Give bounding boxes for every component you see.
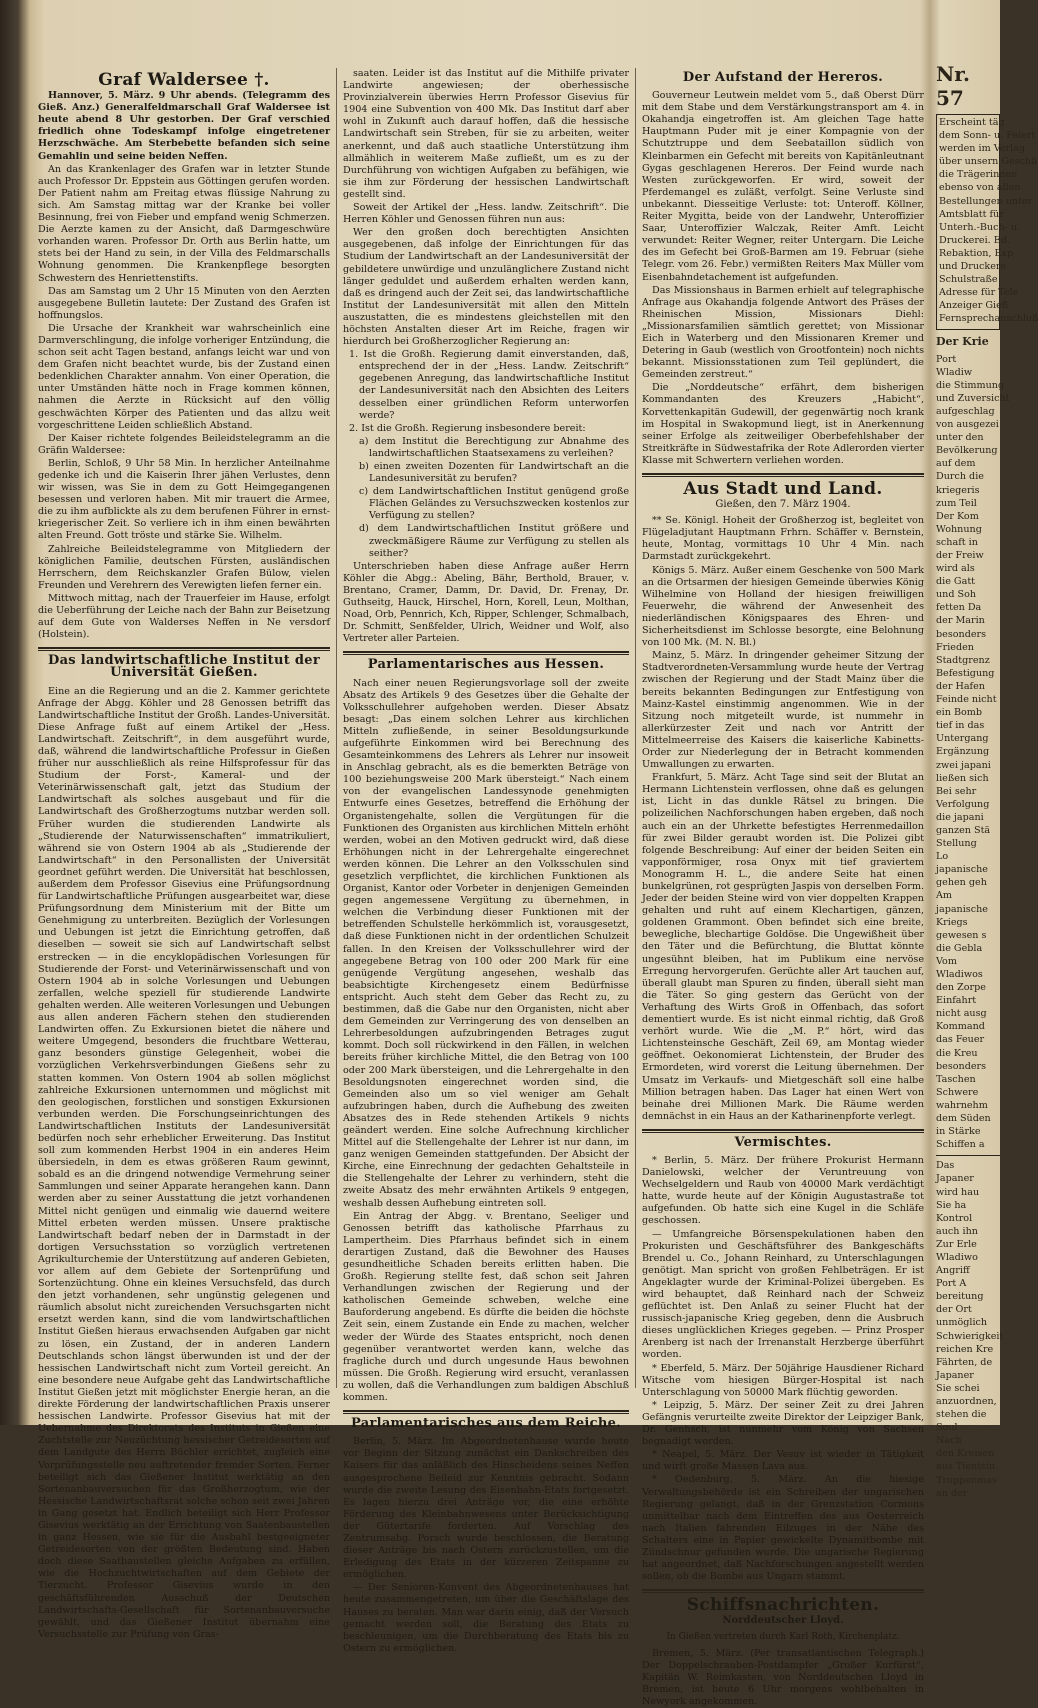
- paragraph: — Umfangreiche Börsenspekulationen haben den Prokuristen und Geschäftsführer des Bankgeschäfts Brendel u. Co., Johann Reinhard, zu Unterschlagungen genötigt. Man spricht von großen Fehlbeträgen. Er ist Angeklagter wurde der Kriminal-Polizei übergeben. Es wird behauptet, daß Reinhard nach der Schweiz geflüchtet ist. Den Anlaß zu seiner Flucht hat der russisch-japanische Krieg gegeben, denn die Ausbruch dieses unglücklichen Krieges gegeben. — Prinz Prosper Arenberg ist nach der Irrenanstalt Herzberge überführt worden.: [642, 1228, 924, 1361]
- strip-line: den Kreisen: [936, 1448, 995, 1460]
- section-divider: [343, 651, 629, 655]
- strip-line: aus Tientsin: [936, 1461, 996, 1473]
- strip-line: Bei sehr: [936, 785, 977, 797]
- strip-line: Wladiwo: [936, 1251, 978, 1263]
- strip-line: Rebaktion, Exp: [939, 247, 1014, 259]
- strip-line: Wohnung: [936, 523, 982, 535]
- strip-line: der Ort: [936, 1304, 972, 1316]
- strip-line: die Stimmung: [936, 379, 1005, 391]
- strip-line: wird hau: [936, 1186, 980, 1198]
- strip-line: und Soh: [936, 589, 977, 601]
- strip-line: Stadtgrenz: [936, 654, 990, 666]
- headline-parlament-hessen: Parlamentarisches aus Hessen.: [367, 657, 605, 673]
- strip-line: und Zuversicht: [936, 392, 1010, 404]
- headline-vermischtes: Vermischtes.: [734, 1134, 832, 1150]
- headline-parlament-reich: Parlamentarisches aus dem Reiche.: [351, 1416, 621, 1432]
- paragraph: Eine an die Regierung und an die 2. Kammer gerichtete Anfrage der Abgg. Köhler und 28 Genossen betrifft das Landwirtschaftliche Institut der Großh. Landes-Universität. Diese Anfrage fußt auf einem Artikel der „Hess. Landwirtschaft. Zeitschrift“, in dem ausgeführt wurde, daß, während die landwirtschaftliche Professur in Gießen früher nur ausschließlich als reine Hilfsprofessur für das Studium der Forst-, Kameral- und der Veterinärwissenschaft galt, jetzt das Studium der Landwirtschaft als solches ausgebaut und für die Landwirtschaft des Großherzogtums nutzbar werden soll. Früher wurden die studierenden Landwirte als „Studierende der Naturwissenschaften“ immatrikuliert, während sie von Ostern 1904 ab als „Studierende der Landwirtschaft“ in den Personallisten der Universität geordnet geführt werden. Die Universität hat beschlossen, außerdem dem Professor Gisevius eine Prüfungsordnung für Landwirtschaftliche Prüfungen ausgearbeitet war, diese Prüfungsordnung dem Ministerium mit der Bitte um Genehmigung zu unterbreiten. Bezüglich der Vorlesungen und Uebungen ist jetzt die Einrichtung getroffen, daß dieselben — soweit sie sich auf Landwirtschaft selbst erstrecken — in die encyklopädischen Vorlesungen für Studierende der Forst- und Veterinärwissenschaft und von Ostern 1904 ab in solche Vorlesungen und Uebungen zerfallen, welche speziell für studierende Landwirte gehalten werden. Alle weiteren Vorlesungen und Uebungen aus allen anderen Fächern stehen den studierenden Landwirten offen. Zu Exkursionen bietet die nähere und weitere Umgegend, besonders die fruchtbare Wetterau, ganz besonders günstige Gelegenheit, wobei die vorzüglichen Verkehrsverbindungen Gießens sehr zu statten kommen. Von Ostern 1904 ab sollen möglichst zahlreiche Exkursionen unternommen und möglichst mit den geologischen, forstlichen und sonstigen Exkursionen verbunden werden. Die Forschungseinrichtungen des Landwirtschaftlichen Instituts der Landesuniversität bedürfen noch sehr erheblicher Erweiterung. Das Institut soll zum kommenden Herbst 1904 in ein anderes Heim übersiedeln, in dem es etwas größeren Raum gewinnt, sobald es an die dringend notwendige Vermehrung seiner Sammlungen und seiner Apparate herangehen kann. Dann werden aber zu seiner Ausstattung die jetzt vorhandenen Mittel nicht genügen und einmalig wie dauernd weitere Mittel erbeten werden müssen. Unsere praktische Landwirtschaft bedarf neben der in Darmstadt in der dortigen Versuchsstation so vorzüglich vertretenen Agrikulturchemie der Unterstützung auf anderen Gebieten, vor allem auf dem Gebiete der Sortenprüfung und Sortenzüchtung. Ohne ein kleines Versuchsfeld, das durch den jetzt vorhandenen, sehr ungünstig gelegenen und räumlich absolut nicht zureichenden Versuchsgarten nicht ersetzt werden kann, sind die vom landwirtschaftlichen Institut Gießen hieraus erwachsenden Aufgaben gar nicht zu lösen, ein Zustand, der in anderen Landern Deutschlands schon längst überwunden ist und der der hessischen Landwirtschaft nicht zum Vorteil gereicht. An eine besondere neue Aufgabe geht das Landwirtschaftliche Institut Gießen jetzt mit möglichster Energie heran, an die direkte Förderung der landwirtschaftlichen Praxis unserer hessischen Landwirte. Professor Gisevius hat mit der Uebernahme des Direktorats des Instituts in Gießen eine Zuchtstelle zur Neuzüchtung hessischer Getreidesorten auf dem Landgute des Herrn Büchler errichtet, zugleich eine Vorprüfungsstelle neu auftretender fremder Sorten. Ferner beteiligt sich das Gießener Institut werktätig an den Sortenanbauversuchen für das Großherzogtum, wie der Hessische Landwirtschaftsrat solche schon seit zwei Jahren in Gang gesetzt hat. Endlich beteiligt sich Herr Professor Gisevius werktätig an der Errichtung von Saatenbaustellen in ganz Hessen, wie sie für die Ausbahl bestgeeigneter Getreidesorten von der größten Bedeutung sind. Haben doch diese Saatbaustellen gleiche Aufgaben zu erfüllen, wie die Hochzuchtwirtschaften auf dem Gebiete der Tierzucht. Professor Gisevius wurde in den geschäftsführenden Ausschuß der Deutschen Landwirtschafts-Gesellschaft für Sortenanbauversuche gewählt, und das Gießener Institut übernahm eine Versuchsstelle zur Prüfung von Gras-: [38, 685, 330, 1640]
- section-divider: [642, 1129, 924, 1133]
- strip-line: auch ihn: [936, 1225, 978, 1237]
- strip-line: Amtsblatt für: [939, 208, 1004, 220]
- strip-line: Schwere: [936, 1086, 979, 1098]
- strip-line: dem Sonn- u. Feiert: [939, 130, 1036, 142]
- strip-line: Truppenmas: [936, 1474, 998, 1486]
- headline-institut: Das landwirtschaftliche Institut der Universität Gießen.: [48, 653, 320, 681]
- strip-line: Durch die: [936, 471, 984, 483]
- issue-number: Nr. 57: [936, 62, 970, 110]
- strip-line: Schwierigkeit: [936, 1330, 1004, 1342]
- strip-line: die japani: [936, 811, 984, 823]
- paragraph: Berlin, Schloß, 9 Uhr 58 Min. In herzlicher Anteilnahme gedenke ich und die Kaiserin Ihrer jähen Verlustes, denn wir wissen, was Sie in dem zu Gott Heimgegangenen besessen und verloren haben. Mit mir trauert die Armee, die zu ihm aufblickte als zu dem berufenen Führer in ernst-kriegerischer Zeit. So verliere ich in ihm einen bewährten alten Freund. Gott tröste und stärke Sie. Wilhelm.: [38, 457, 330, 542]
- strip-line: den Zorpe: [936, 982, 986, 994]
- paragraph: * Eberfeld, 5. März. Der 50jährige Hausdiener Richard Witsche vom hiesigen Bürger-Hospital ist nach Unterschlagung von 50000 Mark flüchtig geworden.: [642, 1362, 924, 1398]
- paragraph: Soweit der Artikel der „Hess. landw. Zeitschrift“. Die Herren Köhler und Genossen führen nun aus:: [343, 202, 629, 226]
- list-item: d) dem Landwirtschaftlichen Institut größere und zweckmäßigere Räume zur Verfügung zu stellen als seither?: [359, 523, 629, 559]
- paragraph: Gouverneur Leutwein meldet vom 5., daß Oberst Dürr mit dem Stabe und dem Verstärkungstransport am 4. in Okahandja eingetroffen ist. Am gleichen Tage hatte Hauptmann Puder mit je einer Kompagnie von der Schutztruppe und dem Seebataillon südlich von Kleinbarmen ein Gefecht mit bereits von Kapitänleutnant Gygas geschlagenen Hereros. Der Feind wurde nach Westen zurückgeworfen. Er wird, soweit der Pferdemangel es zuläßt, verfolgt. Seine Verluste sind unbekannt. Diesseitige Verluste: tot: Unteroff. Köllner, Reiter Mygitta, beide von der Landwehr, Unteroffizier Saar, Unteroffizier Walczak, Reiter Amft. Leicht verwundet: Reiter Wegner, reiter Untergarn. Die Leiche des im Gefecht bei Groß-Barmen am 19. Februar (siehe Telegr. vom 26. Febr.) vermißten Reiters Max Müller vom Eisenbahndetachement ist aufgefunden.: [642, 90, 924, 283]
- strip-line: die Gatt: [936, 576, 976, 588]
- strip-line: Kommand: [936, 1021, 985, 1033]
- strip-line: nicht ausg: [936, 1008, 987, 1020]
- strip-line: gewesen s: [936, 929, 987, 941]
- strip-line: Angriff: [936, 1265, 970, 1277]
- paragraph: ** Se. Königl. Hoheit der Großherzog ist, begleitet von Flügeladjutant Hauptmann Frhrn. Schäffer v. Bernstein, heute, Montag, vormittags 10 Uhr 4 Min. nach Darmstadt zurückgekehrt.: [642, 515, 924, 563]
- strip-line: Schulstraße: [939, 274, 998, 286]
- headline-waldersee: Graf Waldersee †.: [98, 70, 270, 90]
- strip-line: wahrnehm: [936, 1099, 988, 1111]
- paragraph: — Der Senioren-Konvent des Abgeordnetenhauses hat heute zusammengetreten, um über die Geschäftslage des Hauses zu beraten. Man war darin einig, daß der Versuch gemacht werden soll, die Beratung des Etats zu beschleunigen, um die Durchberatung des Etats bis zu Ostern zu ermöglichen.: [343, 1582, 629, 1654]
- paragraph: Die Ursache der Krankheit war wahrscheinlich eine Darmverschlingung, die infolge vorheriger Entzündung, die schon seit acht Tagen bestand, anfangs leicht war und von dem Grafen nicht beachtet wurde, bis der Zustand einen bedenklichen Charakter annahm. Von einer Operation, die unter Umständen hätte noch in Frage kommen können, nahmen die Aerzte in Rücksicht auf den völlig geschwächten Körper des Patienten und das allzu weit vorgeschrittene Leiden schließlich Abstand.: [38, 322, 330, 431]
- list-item: a) dem Institut die Berechtigung zur Abnahme des landwirtschaftlichen Staatsexamens zu verleihen?: [359, 435, 629, 459]
- paragraph: * Berlin, 5. März. Der frühere Prokurist Hermann Danielowski, welcher der Veruntreuung von Wechselgeldern und Raub von 40000 Mark verdächtigt hatte, wurde heute auf der Königin Augustastraße tot aufgefunden. Ob hatte sich eine Kugel in die Schläfe geschossen.: [642, 1154, 924, 1227]
- strip-line: und Druckere: [939, 261, 1007, 273]
- strip-line: Fernsprechanschluß: [939, 313, 1038, 325]
- paragraph: Unterschrieben haben diese Anfrage außer Herrn Köhler die Abgg.: Abeling, Bähr, Berthold, Brauer, v. Brentano, Cramer, Damm, Dr. David, Dr. Frenay, Dr. Guthseitg, Hauck, Hirschel, Horn, Korell, Leun, Molthan, Noad, Orb, Pennrich, Kch, Ripper, Schlenger, Schmalbach, Dr. Schmitt, Senßfelder, Ulrich, Weidner und Wolf, also Vertreter aller Parteien.: [343, 560, 629, 645]
- strip-column-lines: [936, 353, 1010, 1152]
- strip-line: Schiffen a: [936, 1139, 985, 1151]
- strip-line: Befestigung: [936, 667, 995, 679]
- strip-line: Nach: [936, 1435, 962, 1447]
- strip-line: Japaner: [936, 1173, 974, 1185]
- list-item: 2. Ist die Großh. Regierung insbesondere bereit:: [349, 422, 586, 434]
- strip-line: wird als: [936, 563, 975, 575]
- strip-line: an der: [936, 1487, 968, 1499]
- strip-line: kriegeris: [936, 484, 980, 496]
- headline-schiffsnachrichten: Schiffsnachrichten.: [686, 1595, 880, 1616]
- adjacent-page-strip: [936, 62, 1038, 1499]
- strip-line: fetten Da: [936, 602, 982, 614]
- strip-line: Soul: [936, 1422, 958, 1434]
- strip-line: gehen geh: [936, 877, 987, 889]
- section-divider: [642, 473, 924, 477]
- paragraph: Bremen, 5. März. (Per transatlantischen Telegraph.) Der Doppelschrauben-Postdampfer „Großer Kurfürst“, Kapitän W. Reimkasten, von Norddeutschen Lloyd in Bremen, ist heute 6 Uhr morgens wohlbehalten in Newyork angekommen.: [642, 1647, 924, 1707]
- strip-line: Wladiw: [936, 366, 973, 378]
- strip-line: ganzen Stä: [936, 824, 991, 836]
- paragraph: Wer den großen doch berechtigten Ansichten ausgegebenen, daß infolge der Einrichtungen für das Studium der Landwirtschaft an der Landesuniversität der gebildetere unwürdige und unzulänglichere Zustand nicht länger geduldet und außerdem erhalten werden kann, daß es dringend auch der Zeit sei, das landwirtschaftliche Institut der Landesuniversität mit allen den Mitteln auszustatten, die es mindestens gleichstellen mit den höchsten Anstalten dieser Art im Reiche, fragen wir hierdurch bei Großherzoglicher Regierung an:: [343, 227, 629, 348]
- subheading-lloyd: Norddeutscher Lloyd.: [722, 1615, 844, 1627]
- subheading-agent: In Gießen vertreten durch Karl Roth, Kirchenplatz.: [666, 1632, 900, 1643]
- strip-line: werden im Verlag: [939, 143, 1025, 155]
- paragraph: Berlin, 5. März. Im Abgeordnetenhause wurde heute vor Beginn der Sitzung zunächst ein Dankschreiben des Kaisers für das anläßlich des Hinscheidens seines Neffen ausgesprochene Beileid zur Kenntnis gebracht. Sodann wurde die zweite Lesung des Eisenbahn-Etats fortgesetzt. Es lagen hierzu drei Anträge vor, die eine erhöhte Förderung des Kleinbahnwesens unter Berücksichtigung der Gütertarife forderten. Auf Vorschlag des Zentrumsabg. Porsch wurde beschlossen, die Beratung dieser Anträge bis nach Ostern zurückzustellen, um die Erledigung des Etats in der kürzeren Zeitspanne zu ermöglichen.: [343, 1436, 629, 1581]
- paragraph: Ein Antrag der Abgg. v. Brentano, Seeliger und Genossen betrifft das katholische Pfarrhaus zu Lampertheim. Dies Pfarrhaus befindet sich in einem derartigen Zustand, daß die Bewohner des Hauses gesundheitliche Schaden bereits erlitten haben. Die Großh. Regierung stellte fest, daß schon seit Jahren Verhandlungen zwischen der Regierung und der katholischen Gemeinde schweben, welche eine Bauforderung angebend. Es dürfte die beiden die höchste Zeit sein, einem Zustande ein Ende zu machen, welcher weder der Würde des Staates entspricht, noch denen gegenüber verantwortet werden kann, welche das fragliche durch und durch ungesunde Haus bewohnen müssen. Die Großh. Regierung wird ersucht, veranlassen zu wollen, daß die Verhandlungen zum baldigen Abschluß kommen.: [343, 1210, 629, 1404]
- strip-line: besonders: [936, 628, 987, 640]
- masthead-info-box: [936, 114, 1038, 330]
- column-1: [38, 68, 330, 1640]
- paragraph: * Leipzig, 5. März. Der seiner Zeit zu drei Jahren Gefängnis verurteilte zweite Direktor der Leipziger Bank, Dr. Genhsch, ist nunmehr vom König von Sachsen begnadigt worden.: [642, 1399, 924, 1448]
- paragraph: Das am Samstag um 2 Uhr 15 Minuten von den Aerzten ausgegebene Bulletin lautete: Der Zustand des Grafen ist hoffnungslos.: [38, 285, 330, 321]
- strip-line: Japaner: [936, 1369, 974, 1381]
- paragraph: Königs 5. März. Außer einem Geschenke von 500 Mark an die Ortsarmen der hiesigen Gemeinde überwies König Wilhelmine von Holland der hiesigen freiwilligen Feuerwehr, die während der Anwesenheit des niederländischen Königspaares des Ehren- und Sicherheitsdienst im Schlosse besorgte, eine Belohnung von 100 Mk. (M. N. Bl.): [642, 564, 924, 649]
- strip-line: die Trägerinnen: [939, 169, 1018, 181]
- strip-line: Am: [936, 890, 953, 902]
- strip-line: Anzeiger Gieß: [939, 300, 1009, 312]
- list-item: b) einen zweiten Dozenten für Landwirtschaft an die Landesuniversität zu berufen?: [359, 461, 629, 485]
- strip-line: Kriegs: [936, 916, 968, 928]
- paragraph: Mainz, 5. März. In dringender geheimer Sitzung der Stadtverordneten-Versammlung wurde heute der Vertrag zwischen der Regierung und der Stadt Mainz über die bereits bekannten Bedingungen zur Entfestigung von Mainz-Kastel einstimmig angenommen. Wie in der Sitzung noch mitgeteilt wurde, ist nummehr in allerkürzester Zeit und nach vor Antritt der Mittelmeerreise des Kaisers die kaiserliche Kabinetts-Order zur Niederlegung der in Betracht kommenden Umwallungen zu erwarten.: [642, 650, 924, 771]
- strip-line: Fährten, de: [936, 1356, 993, 1368]
- strip-line: Einfahrt: [936, 995, 977, 1007]
- strip-line: stehen die: [936, 1409, 987, 1421]
- strip-line: aufgeschlag: [936, 405, 995, 417]
- strip-line: Bevölkerung: [936, 445, 998, 457]
- strip-line: der Freiw: [936, 550, 984, 561]
- strip-line: Bestellungen unter: [939, 195, 1033, 207]
- paragraph: An das Krankenlager des Grafen war in letzter Stunde auch Professor Dr. Eppstein aus Göttingen gerufen worden. Der Patient nahm am Freitag etwas flüssige Nahrung zu sich. Am Samstag mittag war der Kranke bei voller Besinnung, frei von Fieber und empfand wenig Schmerzen. Die Aerzte kamen zu der Ansicht, daß Darmgeschwüre vorhanden waren. Professor Dr. Orth aus Berlin hatte, um stets bei der Hand zu sein, in der Villa des Feldmarschalls Wohnung genommen. Die Krankenpflege besorgten Schwestern des Henriettenstifts.: [38, 163, 330, 284]
- strip-line: unmöglich: [936, 1317, 988, 1329]
- strip-line: Sie schei: [936, 1382, 980, 1394]
- section-divider: [343, 1410, 629, 1414]
- strip-line: Erscheint täg: [939, 117, 1005, 128]
- strip-line: Sie ha: [936, 1199, 967, 1211]
- strip-line: japanische: [936, 903, 988, 915]
- strip-line: der Hafen: [936, 680, 985, 692]
- strip-line: anzuordnen,: [936, 1396, 997, 1407]
- strip-line: reichen Kre: [936, 1343, 994, 1355]
- list-item: c) dem Landwirtschaftlichen Institut genügend große Flächen Geländes zu Versuchszwecken kostenlos zur Verfügung zu stellen?: [359, 486, 629, 522]
- strip-headline: Der Krie: [936, 334, 989, 348]
- strip-line: japanische: [936, 864, 988, 876]
- strip-line: schaft in: [936, 536, 978, 548]
- strip-line: Stellung: [936, 838, 977, 850]
- paragraph: Das Missionshaus in Barmen erhielt auf telegraphische Anfrage aus Okahandja folgende Antwort des Präses der Rheinischen Mission, Missionars Diehl: „Missionarsfamilien sämtlich gerettet; von Missionar Eich in Waterberg und den Missionaren Kremer und Detering in Gaub (westlich von Grootfontein) noch nichts bekannt. Missionsstationen zum Teil geplündert, die Gemeinden zerstreut.“: [642, 284, 924, 381]
- strip-line: Port A: [936, 1278, 967, 1290]
- strip-line: Port: [936, 353, 957, 365]
- strip-line: ließen sich: [936, 772, 989, 784]
- paragraph: Die „Norddeutsche“ erfährt, dem bisherigen Kommandanten des Kreuzers „Habicht“, Korvettenkapitän Gudewill, der gegenwärtig noch krank im Hospital in Swakopmund liegt, ist in Anerkennung seiner Erfolge als zeitweiliger Oberbefehlshaber der Streitkräfte in Südwestafrika der Rote Adlerorden vierter Klasse mit Schwertern verliehen worden.: [642, 382, 924, 466]
- strip-line: das Feuer: [936, 1034, 985, 1046]
- strip-line: Kontrol: [936, 1212, 973, 1224]
- list-item: 1. Ist die Großh. Regierung damit einverstanden, daß, entsprechend der in der „Hess. Landw. Zeitschrift“ gegebenen Anregung, das landwirtschaftliche Institut der Landesuniversität nach den Absichten des Leiters desselben einer gründlichen Reform unterworfen werde?: [349, 349, 629, 421]
- strip-line: ebenso von allen: [939, 182, 1021, 194]
- strip-line: die Gebla: [936, 942, 983, 954]
- strip-line: Wladiwos: [936, 969, 983, 980]
- strip-line: der Marin: [936, 615, 985, 627]
- masthead-lines: [939, 117, 1038, 326]
- newspaper-page: [38, 68, 924, 1707]
- paragraph: Mittwoch mittag, nach der Trauerfeier im Hause, erfolgt die Ueberführung der Leiche nach der Bahn zur Beisetzung auf dem Gute von Walderses Neffen in Ne versdorf (Holstein).: [38, 592, 330, 641]
- strip-line: bereitung: [936, 1291, 984, 1303]
- strip-line: unter den: [936, 432, 984, 444]
- strip-line: Zur Erle: [936, 1238, 977, 1250]
- paragraph: Nach einer neuen Regierungsvorlage soll der zweite Absatz des Artikels 9 des Gesetzes über die Gehalte der Volksschullehrer aufgehoben werden. Dieser Absatz besagt: „Das einem solchen Lehrer aus kirchlichen Mitteln zufließende, in seiner Besoldungsurkunde aufgeführte Einkommen wird bei Berechnung des Gesamteinkommens des Lehrers als Lehrer nur insoweit in Anschlag gebracht, als es die bemerkten Beträge von 100 beziehungsweise 200 Mark übersteigt.“ Nach einem von der evangelischen Landessynode genehmigten Entwurfe eines Gesetzes, betreffend die Erhöhung der Organistengehalte, sollen die Vergütungen für die Funktionen des Organisten aus kirchlichen Mitteln erhöht werden, wobei an den Motiven gedruckt wird, daß diese Erhöhungen nicht in der Lehrergehalte eingerechnet werden können. Die Lehrer an den Volksschulen sind gesetzlich verpflichtet, die kirchlichen Funktionen als Organist, Kantor oder Vorbeter in denjenigen Gemeinden gegen angemessene Vergütung zu übernehmen, in welchen die Verbindung dieser Funktionen mit der betreffenden Schulstelle herkömmlich ist, vorausgesetzt, daß diese Funktionen nicht in der ordentlichen Schulzeit fallen. In den Kreisen der Volksschullehrer wird der angegebene Betrag von 100 oder 200 Mark für eine genügende Vergütung angesehen, weshalb das beabsichtigte Kirchengesetz einem Bedürfnisse entspricht. Auch steht dem Geber das Recht zu, zu bestimmen, daß die Gabe nur den Organisten, nicht aber dem Gemeinden zur Verringerung des von denselben an Lehrerbesoldungen aufzubringenden Betrages zugut kommt. Doch soll rückwirkend in den Fällen, in welchen bereits früher kirchliche Mittel, die den Betrag von 100 oder 200 Mark übersteigen, und die Lehrergehalte in den Besoldungsnoten eingerechnet worden sind, die Gemeinden also um so viel weniger am Gehalt aufzubringen haben, durch die Aufhebung des zweiten Absatzes des in Rede stehenden Artikels 9 nichts geändert werden. Eine solche Aufrechnung kirchlicher Mittel auf die Stellengehalte der Lehrer ist nur dann, im ganz wenigen Gemeinden stattgefunden. Der Absicht der Kirche, eine Einrechnung der gedachten Gehaltsteile in die Stellengehalte der Lehrer zu verhindern, steht die zweite Absatz des mehr erwähnten Artikels 9 entgegen, weshalb dessen Aufhebung eintreten soll.: [343, 677, 629, 1209]
- strip-line: zwei japani: [936, 759, 991, 771]
- strip-line: von ausgezei: [936, 419, 999, 431]
- strip-line: tief in das: [936, 720, 985, 732]
- section-divider: [38, 647, 330, 651]
- strip-line: ein Bomb: [936, 707, 983, 719]
- headline-hereros: Der Aufstand der Hereros.: [682, 70, 884, 85]
- dateline: Gießen, den 7. März 1904.: [715, 499, 851, 511]
- strip-line: zum Teil: [936, 497, 977, 509]
- strip-line: Das: [936, 1160, 955, 1172]
- column-rule: [635, 68, 636, 1388]
- headline-stadt-und-land: Aus Stadt und Land.: [683, 479, 883, 499]
- column-rule: [336, 68, 337, 1388]
- paragraph: * Neapel, 5. März. Der Vesuv ist wieder in Tätigkeit und wirft große Massen Lava aus.: [642, 1449, 924, 1473]
- strip-line: Lo: [936, 851, 949, 863]
- strip-line: Ergänzung: [936, 746, 990, 758]
- strip-line: besonders: [936, 1060, 987, 1072]
- paragraph: Der Kaiser richtete folgendes Beileidstelegramm an die Gräfin Waldersee:: [38, 432, 330, 456]
- paragraph: Zahlreiche Beileidstelegramme von Mitgliedern der königlichen Familie, deutschen Fürsten, ausländischen Herrschern, dem Reichskanzler Grafen Bülow, vielen Freunden und Verehrern des Verewigten liefen ferner ein.: [38, 543, 330, 591]
- column-2: [343, 68, 629, 1654]
- strip-line: die Kreu: [936, 1047, 978, 1059]
- section-divider: [642, 1589, 924, 1593]
- strip-line: Unterh.-Buch- u.: [939, 221, 1021, 233]
- strip-column-lines-2: [936, 1160, 1004, 1499]
- strip-line: Vom: [936, 955, 957, 967]
- paragraph: Hannover, 5. März. 9 Uhr abends. (Telegramm des Gieß. Anz.) Generalfeldmarschall Graf Waldersee ist heute abend 8 Uhr gestorben. Der Graf verschied friedlich ohne Todeskampf infolge eingetretener Herzschwäche. Am Sterbebette befanden sich seine Gemahlin und seine beiden Neffen.: [38, 90, 330, 162]
- strip-line: Verfolgung: [936, 798, 990, 810]
- strip-line: Druckerei. Ed.: [939, 234, 1010, 246]
- column-3: [642, 68, 924, 1707]
- strip-line: Taschen: [936, 1073, 976, 1085]
- strip-line: Adresse für Tele: [939, 287, 1019, 299]
- strip-line: Untergang: [936, 733, 989, 745]
- strip-line: über unsern Geschä: [939, 156, 1037, 168]
- strip-line: dem Süden: [936, 1113, 991, 1125]
- paragraph: saaten. Leider ist das Institut auf die Mithilfe privater Landwirte angewiesen; der oberhessische Provinzialverein überwies Herrn Professor Gisevius für 1904 eine Subvention von 400 Mk. Das Institut darf aber wohl in Zukunft auch darauf hoffen, daß die hessische Landwirtschaft sein Streben, für sie zu arbeiten, weiter anerkennt, und daß auch staatliche Unterstützung ihm allmählich in weiterem Maße zufließt, um es zu der Durchführung von wichtigen Aufgaben zu befähigen, wie sie ihm zur Förderung der hessischen Landwirtschaft gestellt sind.: [343, 68, 629, 200]
- strip-line: in Stärke: [936, 1126, 981, 1138]
- paragraph: * Oedenburg, 5. März. An die hiesige Verwaltungsbehörde ist ein Schreiben der ungarischen Regierung gelangt, daß in der Grenzstation Cormons unmittelbar nach dem Eintreffen des aus Oesterreich nach Italien fahrenden Eilzuges in der Nähe des Schalters eine in Papier gewickelte Dynamitbombe mit Zündschnur gefunden wurde. Die ungarische Regierung hat angeordnet, daß Nachforschungen angestellt werden sollen, ob die Bombe aus Ungarn stammt.: [642, 1474, 924, 1583]
- strip-line: auf dem: [936, 458, 976, 470]
- strip-line: Frieden: [936, 641, 974, 653]
- strip-line: Der Kom: [936, 510, 979, 522]
- strip-line: Feinde nicht: [936, 694, 997, 706]
- paragraph: Frankfurt, 5. März. Acht Tage sind seit der Blutat an Hermann Lichtenstein verflossen, ohne daß es gelungen ist, Licht in das dunkle Rätsel zu bringen. Die polizeilichen Nachforschungen haben ergeben, daß noch auch ein an der Uhrkette befestigtes Herrenmedaillon für zwei Bilder geraubt worden ist. Die Polizei gibt folgende Beschreibung: Auf einer der beiden Seiten ein vapponförmiger, rosa Onyx mit tief graviertem Monogramm H. L., die andere Seite hat einen bunkelgrünen, rot gesprügten Jaspis von derselben Form. Jeder der beiden Steine wird von vier doppelten Krappen gehalten und ruht auf einem Klechartigen, gänzen, goldenen Grammont. Oben befindet sich eine breite, bewegliche, blechartige Goldöse. Die Ungewißheit über den Täter und die Befürchtung, die Bluttat könnte ungesühnt bleiben, hat im Publikum eine nervöse Erregung hervorgerufen. Gerüchte aller Art tauchen auf, überall glaubt man Spuren zu finden, überall sieht man die Täter. So ging gestern das Gerücht von der Verhaftung des Wirts Groß in Offenbach, das sofort dementiert wurde. Es ist nicht einmal richtig, daß Groß verhört wurde. Wie die „M. P.“ hört, wird das Lichtensteinsche Geschäft, Zeil 69, am Montag wieder geöffnet. Oekonomierat Lichtenstein, der Bruder des Ermordeten, wird vorerst die Leitung übernehmen. Der Umsatz im Verkaufs- und Mietgeschäft soll eine halbe Million betragen haben. Das Lager hat einen Wert von beinahe drei Millionen Mark. Die Räume werden demnächst in ein Haus an der Katharinenpforte verlegt.: [642, 772, 924, 1122]
